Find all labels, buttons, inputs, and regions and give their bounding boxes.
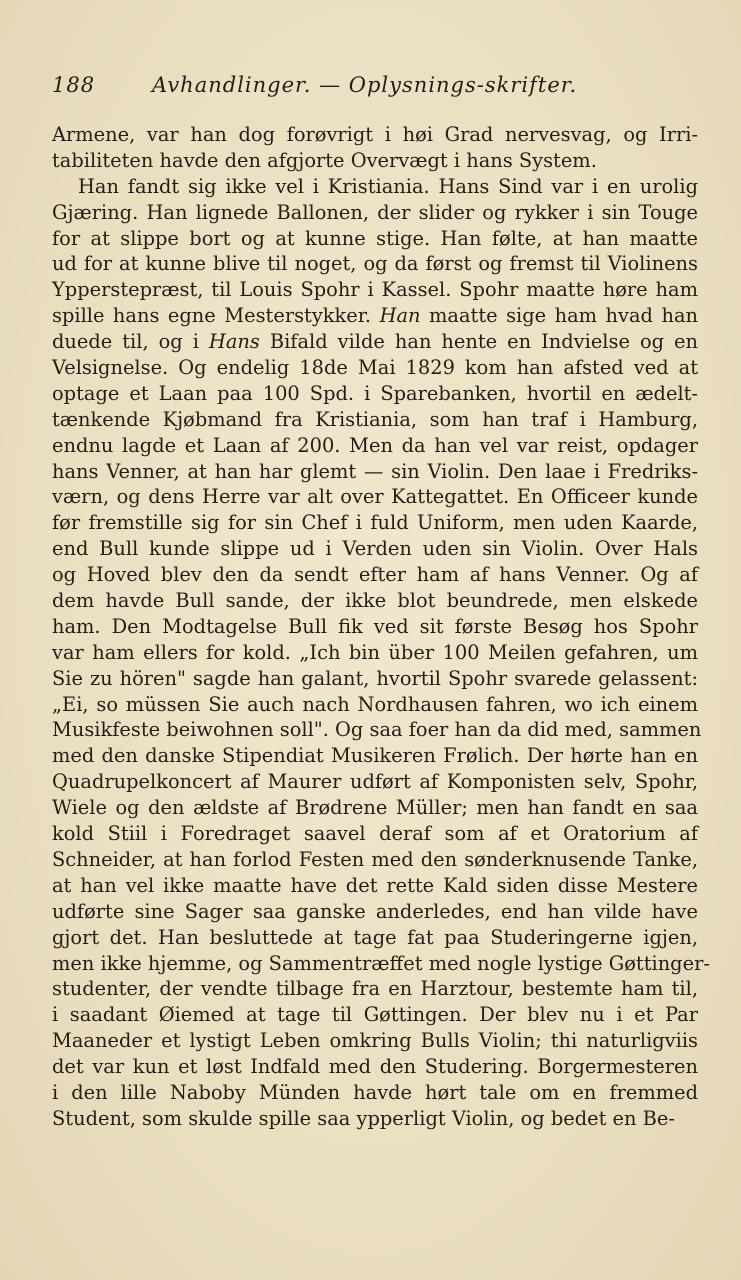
text-line: [52, 666, 698, 692]
text-run: Wiele og den ældste af Brødrene Müller; men han fandt en saa: [52, 796, 698, 820]
text-run: kold Stiil i Foredraget saavel deraf som af et Oratorium af: [52, 822, 698, 846]
text-run: Schneider, at han forlod Festen med den sønderknusende Tanke,: [52, 847, 698, 871]
text-run: gjort det. Han besluttede at tage fat paa Studeringerne igjen,: [52, 925, 698, 949]
text-line: [52, 122, 698, 148]
text-line: [52, 795, 698, 821]
text-run: end Bull kunde slippe ud i Verden uden sin Violin. Over Hals: [52, 537, 698, 561]
text-line: [52, 536, 698, 562]
text-run: med den danske Stipendiat Musikeren Frølich. Der hørte han en: [52, 744, 698, 768]
text-line: [52, 640, 698, 666]
text-run: Velsignelse. Og endelig 18de Mai 1829 kom han afsted ved at: [52, 356, 698, 380]
page-number: 188: [52, 73, 96, 97]
text-run: Ypperstepræst, til Louis Spohr i Kassel. Spohr maatte høre ham: [52, 278, 698, 302]
text-line: [52, 1106, 698, 1132]
text-run: i den lille Naboby Münden havde hørt tale om en fremmed: [52, 1080, 698, 1104]
text-line: [52, 717, 702, 743]
text-run: det var kun et løst Indfald med den Studering. Borgermesteren: [52, 1055, 698, 1079]
text-run: tænkende Kjøbmand fra Kristiania, som han traf i Hamburg,: [52, 407, 698, 431]
text-line: [52, 1028, 698, 1054]
text-run: tabiliteten havde den afgjorte Overvægt i hans System.: [52, 148, 597, 172]
text-line: [52, 433, 698, 459]
text-line: [52, 925, 698, 951]
text-run: ham. Den Modtagelse Bull fik ved sit første Besøg hos Spohr: [52, 614, 698, 638]
italic-text: Han: [379, 304, 421, 328]
text-line: [52, 743, 698, 769]
text-line: [52, 847, 698, 873]
text-run: Bifald vilde han hente en Indvielse og en: [259, 330, 698, 354]
text-run: at han vel ikke maatte have det rette Kald siden disse Mestere: [52, 873, 698, 897]
text-line: [52, 1080, 698, 1106]
text-run: Student, som skulde spille saa ypperligt Violin, og bedet en Be-: [52, 1106, 675, 1130]
text-run: var ham ellers for kold. „Ich bin über 100 Meilen gefahren, um: [52, 640, 698, 664]
paragraph: [52, 174, 710, 1132]
text-run: Han fandt sig ikke vel i Kristiania. Hans Sind var i en urolig: [78, 174, 698, 198]
text-line: [52, 821, 698, 847]
text-run: ud for at kunne blive til noget, og da først og fremst til Violinens: [52, 252, 698, 276]
body-text: [52, 122, 710, 1132]
text-run: for at slippe bort og at kunne stige. Han følte, at han maatte: [52, 226, 698, 250]
text-line: [52, 303, 698, 329]
text-line: [52, 692, 698, 718]
text-line: [52, 148, 698, 174]
text-run: hans Venner, at han har glemt — sin Violin. Den laae i Fredriks-: [52, 459, 698, 483]
text-line: [52, 614, 698, 640]
text-run: duede til, og i: [52, 330, 209, 354]
text-line: [52, 484, 698, 510]
text-run: og Hoved blev den da sendt efter ham af hans Venner. Og af: [52, 563, 698, 587]
text-line: [52, 407, 698, 433]
text-line: [52, 510, 698, 536]
text-line: [52, 277, 698, 303]
text-line: [52, 226, 698, 252]
text-line: [52, 381, 698, 407]
text-run: spille hans egne Mesterstykker.: [52, 304, 380, 328]
text-line: [52, 951, 710, 977]
text-run: før fremstille sig for sin Chef i fuld Uniform, men uden Kaarde,: [52, 511, 698, 535]
text-line: [52, 1054, 698, 1080]
text-run: dem havde Bull sande, der ikke blot beundrede, men elskede: [52, 589, 698, 613]
text-line: [52, 588, 698, 614]
text-line: [52, 174, 698, 200]
text-run: Musikfeste beiwohnen soll". Og saa foer han da did med, sammen: [52, 718, 702, 742]
text-line: [52, 562, 698, 588]
text-line: [52, 873, 698, 899]
italic-text: Hans: [208, 330, 260, 354]
text-run: „Ei, so müssen Sie auch nach Nordhausen fahren, wo ich einem: [52, 692, 698, 716]
text-run: Armene, var han dog forøvrigt i høi Grad nervesvag, og Irri-: [52, 123, 698, 146]
running-header: [52, 73, 577, 97]
text-run: maatte sige ham hvad han: [420, 304, 698, 328]
running-title: Avhandlinger. — Oplysnings-skrifter.: [152, 73, 578, 97]
text-run: endnu lagde et Laan af 200. Men da han vel var reist, opdager: [52, 433, 698, 457]
text-line: [52, 459, 698, 485]
text-line: [52, 899, 698, 925]
text-run: Maaneder et lystigt Leben omkring Bulls Violin; thi naturligviis: [52, 1029, 698, 1053]
text-run: værn, og dens Herre var alt over Kattegattet. En Officeer kunde: [52, 485, 698, 509]
text-run: udførte sine Sager saa ganske anderledes, end han vilde have: [52, 899, 698, 923]
text-run: i saadant Øiemed at tage til Gøttingen. Der blev nu i et Par: [52, 1003, 698, 1027]
text-line: [52, 329, 698, 355]
text-run: optage et Laan paa 100 Spd. i Sparebanken, hvortil en ædelt-: [52, 381, 698, 405]
text-run: Gjæring. Han lignede Ballonen, der slider og rykker i sin Touge: [52, 200, 698, 224]
paragraph: [52, 122, 698, 174]
text-line: [52, 769, 698, 795]
text-run: Sie zu hören" sagde han galant, hvortil Spohr svarede gelassent:: [52, 666, 698, 690]
text-line: [52, 355, 698, 381]
text-line: [52, 1002, 698, 1028]
text-line: [52, 976, 698, 1002]
text-run: studenter, der vendte tilbage fra en Harztour, bestemte ham til,: [52, 977, 698, 1001]
text-line: [52, 200, 698, 226]
text-line: [52, 251, 698, 277]
text-run: men ikke hjemme, og Sammentræffet med nogle lystige Gøttinger-: [52, 951, 710, 975]
text-run: Quadrupelkoncert af Maurer udført af Komponisten selv, Spohr,: [52, 770, 698, 794]
